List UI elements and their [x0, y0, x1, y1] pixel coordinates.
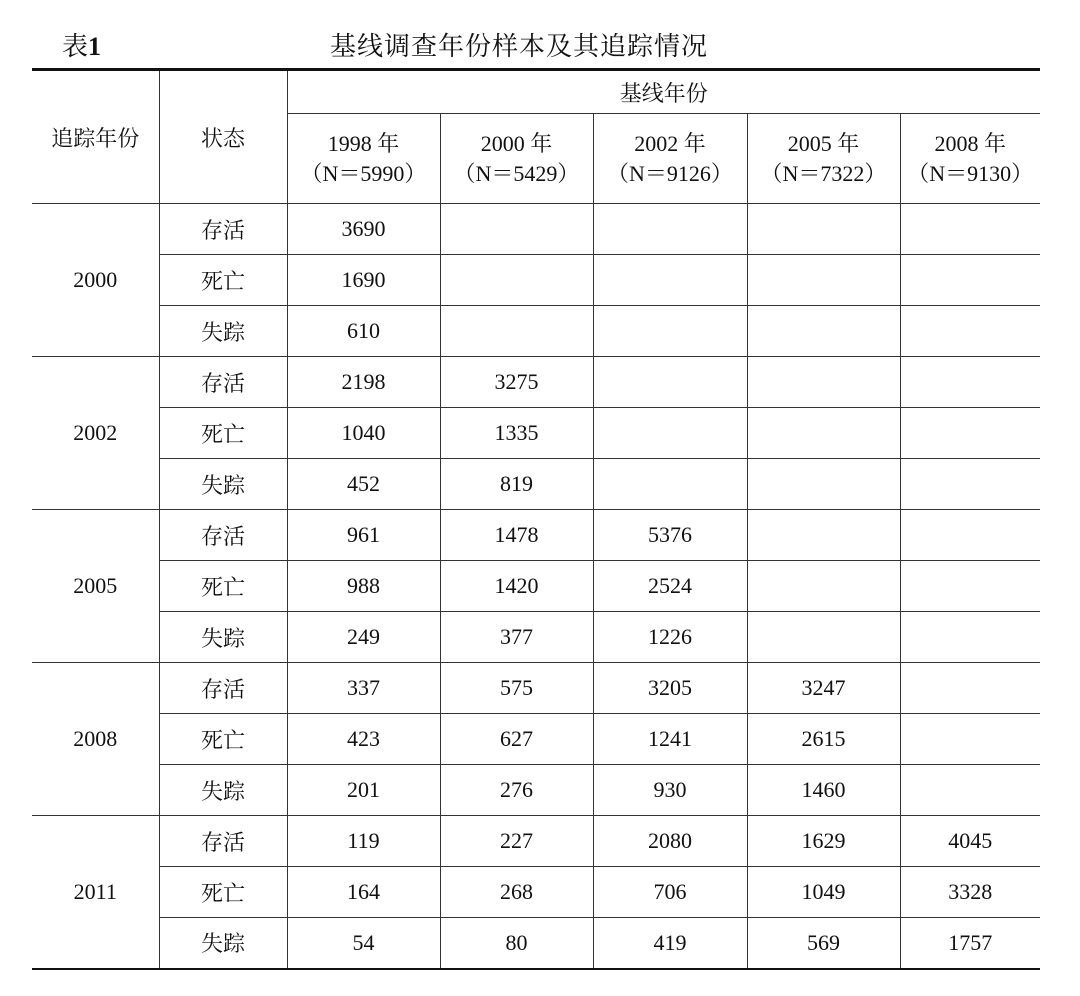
value-cell [440, 306, 593, 357]
followup-year-cell: 2005 [32, 510, 159, 663]
value-cell: 452 [287, 459, 440, 510]
table-body [32, 204, 1040, 969]
value-cell: 5376 [593, 510, 747, 561]
value-cell: 1226 [593, 612, 747, 663]
baseline-sample-size: （N＝9130） [907, 160, 1034, 186]
status-cell: 死亡 [159, 714, 287, 765]
value-cell: 201 [287, 765, 440, 816]
value-cell: 2080 [593, 816, 747, 867]
table-caption [0, 0, 1080, 68]
status-cell: 失踪 [159, 459, 287, 510]
value-cell: 3328 [900, 867, 1040, 918]
table-row [32, 765, 1040, 816]
status-cell: 死亡 [159, 255, 287, 306]
table-row [32, 663, 1040, 714]
value-cell: 1241 [593, 714, 747, 765]
value-cell: 1478 [440, 510, 593, 561]
header-baseline-year [287, 114, 440, 204]
value-cell: 569 [747, 918, 900, 969]
value-cell [900, 612, 1040, 663]
header-baseline-year [900, 114, 1040, 204]
baseline-year-label: 1998 年 [327, 130, 400, 156]
value-cell: 1690 [287, 255, 440, 306]
value-cell [900, 561, 1040, 612]
baseline-sample-size: （N＝5990） [300, 160, 427, 186]
table-row [32, 459, 1040, 510]
value-cell: 80 [440, 918, 593, 969]
followup-year-cell: 2008 [32, 663, 159, 816]
value-cell [593, 255, 747, 306]
status-cell: 存活 [159, 510, 287, 561]
followup-year-cell: 2002 [32, 357, 159, 510]
value-cell: 227 [440, 816, 593, 867]
table-label [62, 26, 101, 63]
table-row [32, 561, 1040, 612]
baseline-sample-size: （N＝5429） [453, 160, 580, 186]
value-cell: 1335 [440, 408, 593, 459]
value-cell: 1629 [747, 816, 900, 867]
header-baseline-year [747, 114, 900, 204]
header-status: 状态 [159, 70, 287, 204]
table-row [32, 612, 1040, 663]
value-cell: 3690 [287, 204, 440, 255]
baseline-sample-size: （N＝9126） [607, 160, 733, 186]
followup-year-cell: 2011 [32, 816, 159, 969]
table-row [32, 357, 1040, 408]
baseline-year-label: 2000 年 [480, 130, 553, 156]
value-cell [900, 255, 1040, 306]
value-cell [593, 459, 747, 510]
table-title: 基线调查年份样本及其追踪情况 [330, 32, 709, 61]
value-cell: 819 [440, 459, 593, 510]
value-cell [593, 306, 747, 357]
value-cell [747, 306, 900, 357]
baseline-sample-size: （N＝7322） [760, 160, 887, 186]
value-cell: 164 [287, 867, 440, 918]
followup-table [32, 68, 1040, 970]
status-cell: 死亡 [159, 561, 287, 612]
value-cell: 119 [287, 816, 440, 867]
value-cell [747, 510, 900, 561]
value-cell: 276 [440, 765, 593, 816]
table-row [32, 918, 1040, 969]
status-cell: 存活 [159, 204, 287, 255]
table-label-number: 1 [88, 32, 102, 61]
value-cell: 575 [440, 663, 593, 714]
value-cell: 377 [440, 612, 593, 663]
status-cell: 失踪 [159, 918, 287, 969]
value-cell: 1049 [747, 867, 900, 918]
status-cell: 存活 [159, 816, 287, 867]
value-cell: 2615 [747, 714, 900, 765]
table-row [32, 510, 1040, 561]
table-row [32, 408, 1040, 459]
value-cell: 3205 [593, 663, 747, 714]
value-cell: 2198 [287, 357, 440, 408]
value-cell: 706 [593, 867, 747, 918]
status-cell: 失踪 [159, 306, 287, 357]
value-cell [900, 408, 1040, 459]
header-baseline-year [440, 114, 593, 204]
value-cell [440, 255, 593, 306]
value-cell: 1460 [747, 765, 900, 816]
value-cell [747, 255, 900, 306]
value-cell [593, 408, 747, 459]
value-cell [593, 204, 747, 255]
value-cell [747, 561, 900, 612]
table-label-prefix: 表 [62, 32, 89, 61]
value-cell: 1040 [287, 408, 440, 459]
status-cell: 存活 [159, 357, 287, 408]
value-cell: 988 [287, 561, 440, 612]
value-cell: 610 [287, 306, 440, 357]
value-cell: 419 [593, 918, 747, 969]
value-cell: 627 [440, 714, 593, 765]
table-row [32, 816, 1040, 867]
value-cell: 3275 [440, 357, 593, 408]
value-cell [747, 408, 900, 459]
value-cell: 961 [287, 510, 440, 561]
value-cell [900, 765, 1040, 816]
status-cell: 死亡 [159, 867, 287, 918]
header-baseline-group: 基线年份 [287, 70, 1040, 114]
value-cell: 423 [287, 714, 440, 765]
header-followup-year: 追踪年份 [32, 70, 159, 204]
baseline-year-label: 2002 年 [634, 130, 706, 156]
value-cell [747, 459, 900, 510]
table-row [32, 255, 1040, 306]
table-row [32, 714, 1040, 765]
value-cell: 4045 [900, 816, 1040, 867]
table-row [32, 204, 1040, 255]
table-row [32, 306, 1040, 357]
value-cell: 1420 [440, 561, 593, 612]
followup-year-cell: 2000 [32, 204, 159, 357]
baseline-year-label: 2005 年 [787, 130, 860, 156]
status-cell: 失踪 [159, 612, 287, 663]
value-cell [900, 510, 1040, 561]
value-cell [440, 204, 593, 255]
value-cell: 930 [593, 765, 747, 816]
value-cell [900, 357, 1040, 408]
value-cell: 268 [440, 867, 593, 918]
value-cell [900, 204, 1040, 255]
value-cell: 3247 [747, 663, 900, 714]
value-cell [900, 459, 1040, 510]
status-cell: 失踪 [159, 765, 287, 816]
value-cell [900, 663, 1040, 714]
header-baseline-year [593, 114, 747, 204]
value-cell [900, 714, 1040, 765]
value-cell: 337 [287, 663, 440, 714]
value-cell [747, 612, 900, 663]
value-cell [747, 204, 900, 255]
value-cell [747, 357, 900, 408]
value-cell: 54 [287, 918, 440, 969]
value-cell: 2524 [593, 561, 747, 612]
value-cell: 1757 [900, 918, 1040, 969]
value-cell [900, 306, 1040, 357]
baseline-year-label: 2008 年 [934, 130, 1006, 156]
value-cell: 249 [287, 612, 440, 663]
table-header [32, 70, 1040, 204]
table-row [32, 867, 1040, 918]
value-cell [593, 357, 747, 408]
status-cell: 存活 [159, 663, 287, 714]
status-cell: 死亡 [159, 408, 287, 459]
